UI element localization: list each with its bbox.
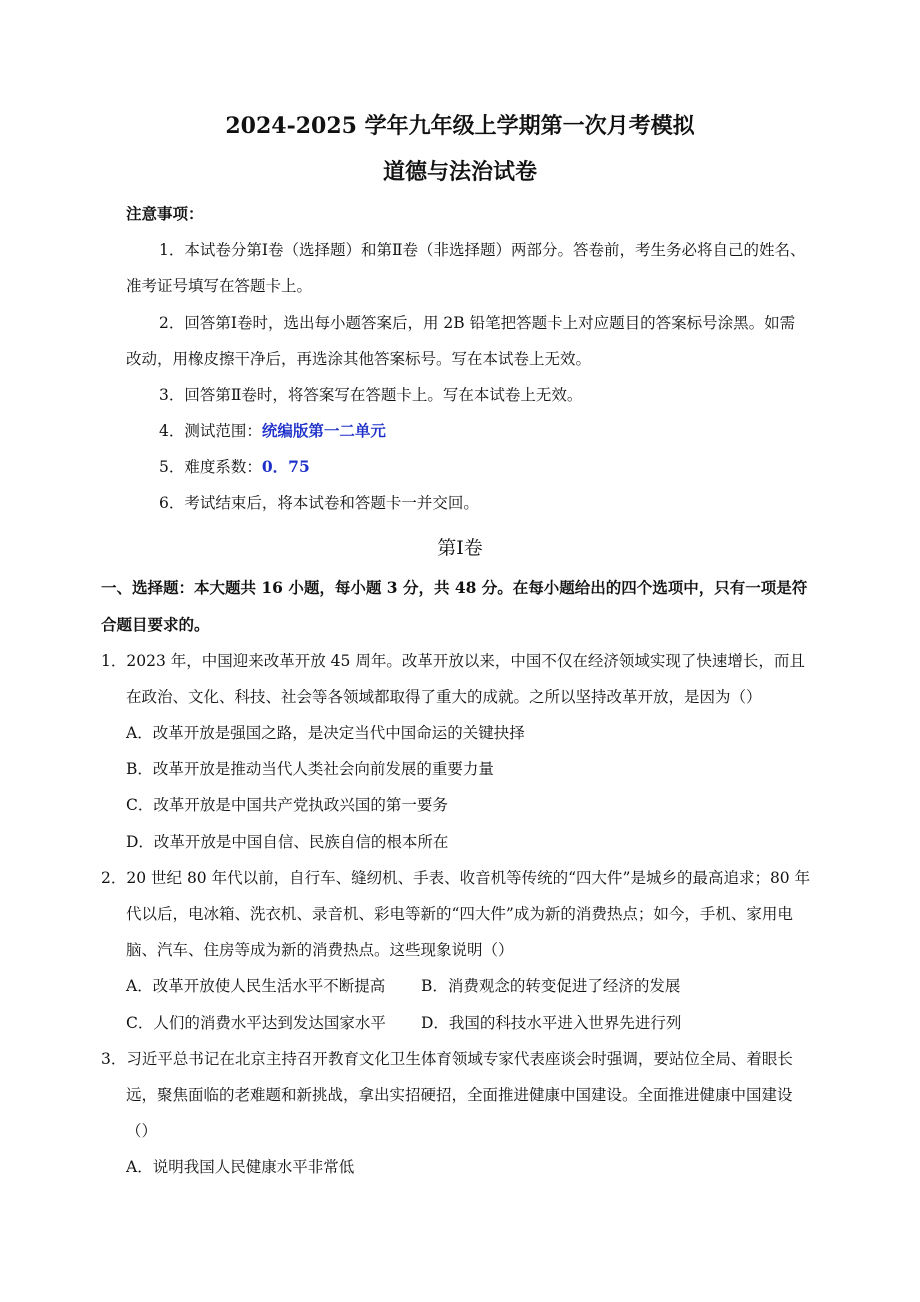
question-1-line-2: 在政治、文化、科技、社会等各领域都取得了重大的成就。之所以坚持改革开放，是因为（） xyxy=(126,688,762,706)
question-1-option-b: B．改革开放是推动当代人类社会向前发展的重要力量 xyxy=(126,760,494,778)
notice-item-3: 3．回答第Ⅱ卷时，将答案写在答题卡上。写在本试卷上无效。 xyxy=(159,386,583,404)
question-3-line-2: 远，聚焦面临的老难题和新挑战，拿出实招硬招，全面推进健康中国建设。全面推进健康中国建设 xyxy=(126,1086,793,1104)
question-2-line-3: 脑、汽车、住房等成为新的消费热点。这些现象说明（） xyxy=(126,941,514,959)
question-1-line-1: 1．2023 年，中国迎来改革开放 45 周年。改革开放以来，中国不仅在经济领域实现了快速增长，而且 xyxy=(101,652,805,670)
notice-item-4 xyxy=(159,420,386,442)
page-title-line1: 2024-2025 学年九年级上学期第一次月考模拟 xyxy=(225,113,695,139)
question-1-option-d: D．改革开放是中国自信、民族自信的根本所在 xyxy=(126,833,449,851)
question-2-option-b: B．消费观念的转变促进了经济的发展 xyxy=(421,977,681,995)
notice-heading: 注意事项： xyxy=(126,204,204,223)
question-1-option-c: C．改革开放是中国共产党执政兴国的第一要务 xyxy=(126,796,448,814)
question-2-option-d: D．我国的科技水平进入世界先进行列 xyxy=(421,1014,682,1032)
page-title-line2: 道德与法治试卷 xyxy=(382,159,537,185)
difficulty-value: 0．75 xyxy=(261,457,310,476)
question-2-option-a: A．改革开放使人民生活水平不断提高 xyxy=(126,977,386,995)
notice-item-5-label: 5．难度系数： xyxy=(159,458,262,476)
question-3-option-a: A．说明我国人民健康水平非常低 xyxy=(126,1158,355,1176)
question-2-option-c: C．人们的消费水平达到发达国家水平 xyxy=(126,1014,386,1032)
question-2-line-1: 2．20 世纪 80 年代以前，自行车、缝纫机、手表、收音机等传统的“四大件”是城乡的最高追求；80 年 xyxy=(101,869,811,887)
notice-item-1-line-1: 1．本试卷分第Ⅰ卷（选择题）和第Ⅱ卷（非选择题）两部分。答卷前，考生务必将自己的姓名、 xyxy=(159,241,806,259)
test-scope-value: 统编版第一二单元 xyxy=(261,421,386,440)
section-instruction-line-2: 合题目要求的。 xyxy=(101,615,210,634)
section-juan-heading: 第Ⅰ卷 xyxy=(437,537,483,559)
notice-item-5 xyxy=(159,456,310,478)
notice-item-2-line-2: 改动，用橡皮擦干净后，再选涂其他答案标号。写在本试卷上无效。 xyxy=(126,350,592,368)
question-3-line-3: （） xyxy=(126,1122,158,1140)
notice-item-1-line-2: 准考证号填写在答题卡上。 xyxy=(126,277,313,295)
question-3-line-1: 3．习近平总书记在北京主持召开教育文化卫生体育领域专家代表座谈会时强调，要站位全局、着眼长 xyxy=(101,1050,793,1068)
notice-item-2-line-1: 2．回答第Ⅰ卷时，选出每小题答案后，用 2B 铅笔把答题卡上对应题目的答案标号涂黑。如需 xyxy=(159,314,796,332)
notice-item-4-label: 4．测试范围： xyxy=(159,422,262,440)
question-1-option-a: A．改革开放是强国之路，是决定当代中国命运的关键抉择 xyxy=(126,724,525,742)
section-instruction-line-1: 一、选择题：本大题共 16 小题，每小题 3 分，共 48 分。在每小题给出的四个选项中，只有一项是符 xyxy=(101,578,808,597)
question-2-line-2: 代以后，电冰箱、洗衣机、录音机、彩电等新的“四大件”成为新的消费热点；如今，手机、家用电 xyxy=(126,905,793,923)
notice-item-6: 6．考试结束后，将本试卷和答题卡一并交回。 xyxy=(159,494,479,512)
